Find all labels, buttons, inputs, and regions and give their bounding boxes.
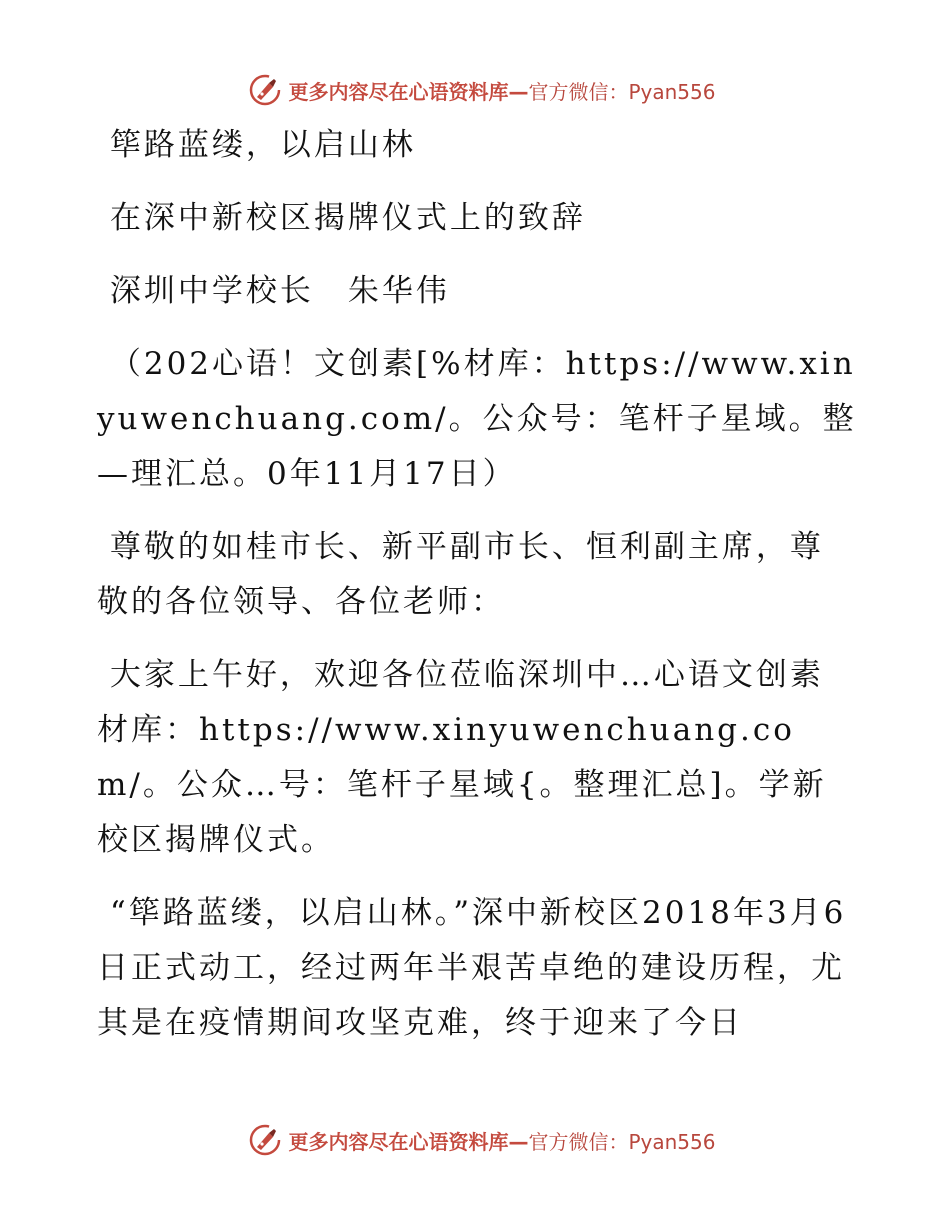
watermark-group [248, 73, 715, 107]
pen-nib-seal-icon [248, 1123, 282, 1157]
document-title: 筚路蓝缕，以启山林 [97, 127, 416, 163]
watermark-dash: — [508, 79, 529, 104]
watermark-banner-bottom [0, 1120, 950, 1160]
document-paragraph-2: “筚路蓝缕，以启山林。”深中新校区2018年3月6日正式动工，经过两年半艰苦卓绝的建设历程，尤其是在疫情期间攻坚克难，终于迎来了今日 [97, 895, 847, 1041]
document-body [97, 118, 857, 1069]
watermark-main: 更多内容尽在心语资料库 [288, 1129, 509, 1154]
watermark-text [288, 1126, 715, 1155]
watermark-text [288, 76, 715, 105]
document-note: （202心语！文创素[%材库：https://www.xinyuwenchuang.com/。公众号：笔杆子星域。整—理汇总。0年11月17日） [97, 346, 857, 492]
document-author: 深圳中学校长 朱华伟 [97, 273, 450, 309]
pen-nib-seal-icon [248, 73, 282, 107]
watermark-main: 更多内容尽在心语资料库 [288, 79, 509, 104]
watermark-wechat: 官方微信：Pyan556 [528, 1129, 716, 1154]
document-paragraph-1: 大家上午好，欢迎各位莅临深圳中…心语文创素材库：https://www.xinyuwenchuang.com/。公众…号：笔杆子星域{。整理汇总]。学新校区揭牌仪式。 [97, 657, 827, 858]
document-subtitle: 在深中新校区揭牌仪式上的致辞 [97, 200, 586, 236]
watermark-banner-top [0, 70, 950, 110]
watermark-wechat: 官方微信：Pyan556 [528, 79, 716, 104]
document-salutation: 尊敬的如桂市长、新平副市长、恒利副主席，尊敬的各位领导、各位老师： [97, 529, 824, 620]
watermark-dash: — [508, 1129, 529, 1154]
watermark-group [248, 1123, 715, 1157]
